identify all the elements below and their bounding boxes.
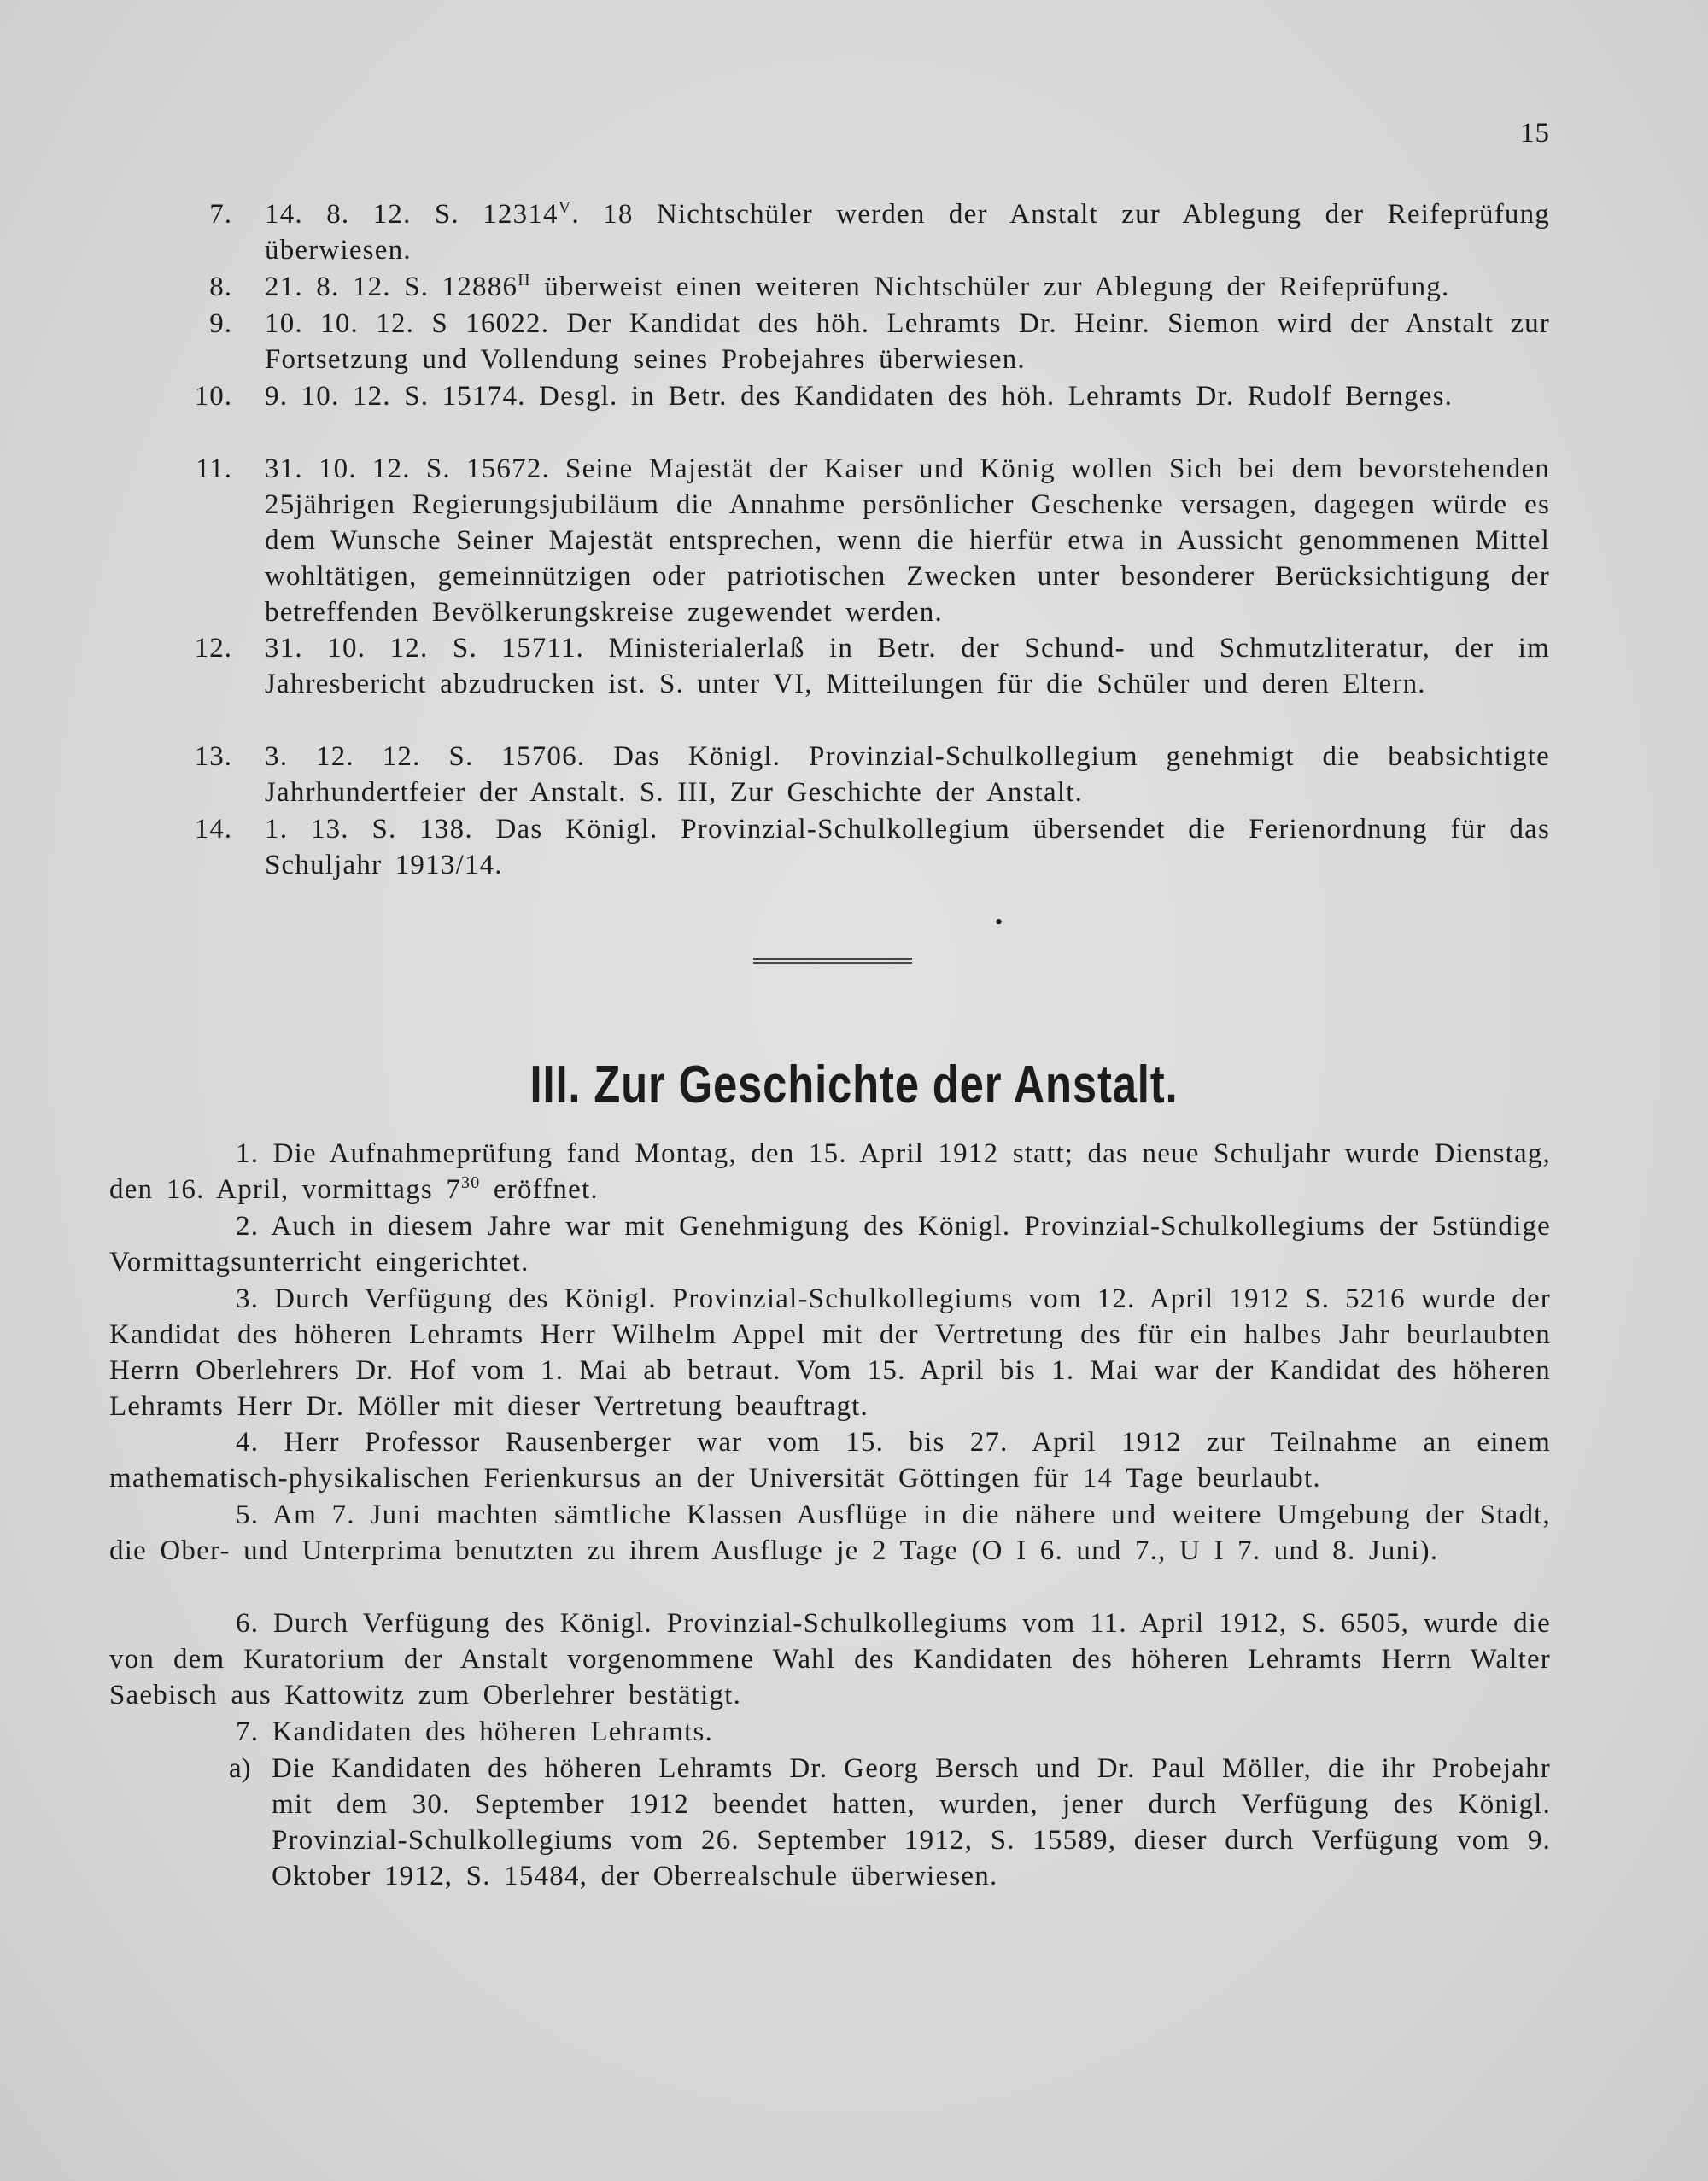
list-item-text: 1. 13. S. 138. Das Königl. Provinzial-Schulkollegium übersendet die Ferienordnung für das Schuljahr 1913/14. xyxy=(265,814,1550,880)
list-item-text: 31. 10. 12. S. 15672. Seine Majestät der Kaiser und König wollen Sich bei dem bevorstehenden 25jährigen Regierungsjubiläum die Annahme persönlicher Geschenke versagen, dagegen würde es dem Wunsche Seiner Majestät entsprechen, wenn die hierfür etwa in Aussicht genommenen Mittel wohltätigen, gemeinnützigen oder patriotischen Zwecken unter besonderer Berücksichtigung der betreffenden Bevölkerungskreise zugewendet werden. xyxy=(265,453,1550,628)
ink-speck: • xyxy=(995,909,1003,934)
list-item-text: 14. 8. 12. S. $12314^V$. 18 Nichtschüler werden der Anstalt zur Ablegung der Reifeprüfung überwiesen. xyxy=(265,198,1550,266)
list-item-number: 14. xyxy=(194,814,232,845)
paragraph: 6. Durch Verfügung des Königl. Provinzial-Schulkollegiums vom 11. April 1912, S. 6505, wurde die von dem Kuratorium der Anstalt vorgenommene Wahl des Kandidaten des höheren Lehramts Herrn Walter Saebisch aus Kattowitz zum Oberlehrer bestätigt. xyxy=(109,1608,1551,1710)
list-item-text: 21. 8. 12. S. $12886^{II}$ überweist einen weiteren Nichtschüler zur Ablegung der Reifeprüfung. xyxy=(265,271,1450,302)
list-item-text: 10. 10. 12. S 16022. Der Kandidat des höh. Lehramts Dr. Heinr. Siemon wird der Anstalt zur Fortsetzung und Vollendung seines Probejahres überwiesen. xyxy=(265,308,1550,375)
page-number: 15 xyxy=(1520,118,1550,149)
paragraph: 7. Kandidaten des höheren Lehramts. xyxy=(236,1716,714,1747)
list-item-text: 3. 12. 12. S. 15706. Das Königl. Provinzial-Schulkollegium genehmigt die beabsichtigte Jahrhundertfeier der Anstalt. S. III, Zur Geschichte der Anstalt. xyxy=(265,741,1550,808)
paragraph: 1. Die Aufnahmeprüfung fand Montag, den 15. April 1912 statt; das neue Schuljahr wurde Dienstag, den 16. April, vormittags $7^{30}$ eröffnet. xyxy=(109,1138,1551,1205)
list-item-number: 8. xyxy=(209,272,232,302)
list-item-number: 10. xyxy=(194,381,232,412)
list-item-number: 9. xyxy=(209,308,232,339)
list-item-text: 31. 10. 12. S. 15711. Ministerialerlaß in Betr. der Schund- und Schmutzliteratur, der im Jahresbericht abzudrucken ist. S. unter VI, Mitteilungen für die Schüler und deren Eltern. xyxy=(265,633,1550,699)
section-divider xyxy=(753,958,912,964)
section-heading: III. Zur Geschichte der Anstalt. xyxy=(529,1055,1179,1114)
list-item-number: 12. xyxy=(194,633,232,664)
paragraph: 5. Am 7. Juni machten sämtliche Klassen Ausflüge in die nähere und weitere Umgebung der Stadt, die Ober- und Unterprima benutzten zu ihrem Ausfluge je 2 Tage (O I 6. und 7., U I 7. und 8. Juni). xyxy=(109,1500,1551,1566)
paragraph: 2. Auch in diesem Jahre war mit Genehmigung des Königl. Provinzial-Schulkollegiums der 5stündige Vormittagsunterricht eingerichtet. xyxy=(109,1211,1551,1278)
paragraph: 4. Herr Professor Rausenberger war vom 15. bis 27. April 1912 zur Teilnahme an einem mathematisch-physikalischen Ferienkursus an der Universität Göttingen für 14 Tage beurlaubt. xyxy=(109,1427,1551,1494)
paragraph: 3. Durch Verfügung des Königl. Provinzial-Schulkollegiums vom 12. April 1912 S. 5216 wurde der Kandidat des höheren Lehramts Herr Wilhelm Appel mit der Vertretung des für ein halbes Jahr beurlaubten Herrn Oberlehrers Dr. Hof vom 1. Mai ab betraut. Vom 15. April bis 1. Mai war der Kandidat des höheren Lehramts Herr Dr. Möller mit dieser Vertretung beauftragt. xyxy=(109,1283,1551,1422)
subparagraph: Die Kandidaten des höheren Lehramts Dr. Georg Bersch und Dr. Paul Möller, die ihr Probejahr mit dem 30. September 1912 beendet hatten, wurden, jener durch Verfügung des Königl. Provinzial-Schulkollegiums vom 26. September 1912, S. 15589, dieser durch Verfügung vom 9. Oktober 1912, S. 15484, der Oberrealschule überwiesen. xyxy=(272,1753,1551,1892)
list-item-number: 11. xyxy=(195,453,232,484)
list-item-number: 7. xyxy=(209,199,232,230)
list-item-number: 13. xyxy=(194,741,232,772)
list-item-text: 9. 10. 12. S. 15174. Desgl. in Betr. des Kandidaten des höh. Lehramts Dr. Rudolf Bernges. xyxy=(265,381,1454,412)
subparagraph-label: a) xyxy=(229,1753,251,1784)
